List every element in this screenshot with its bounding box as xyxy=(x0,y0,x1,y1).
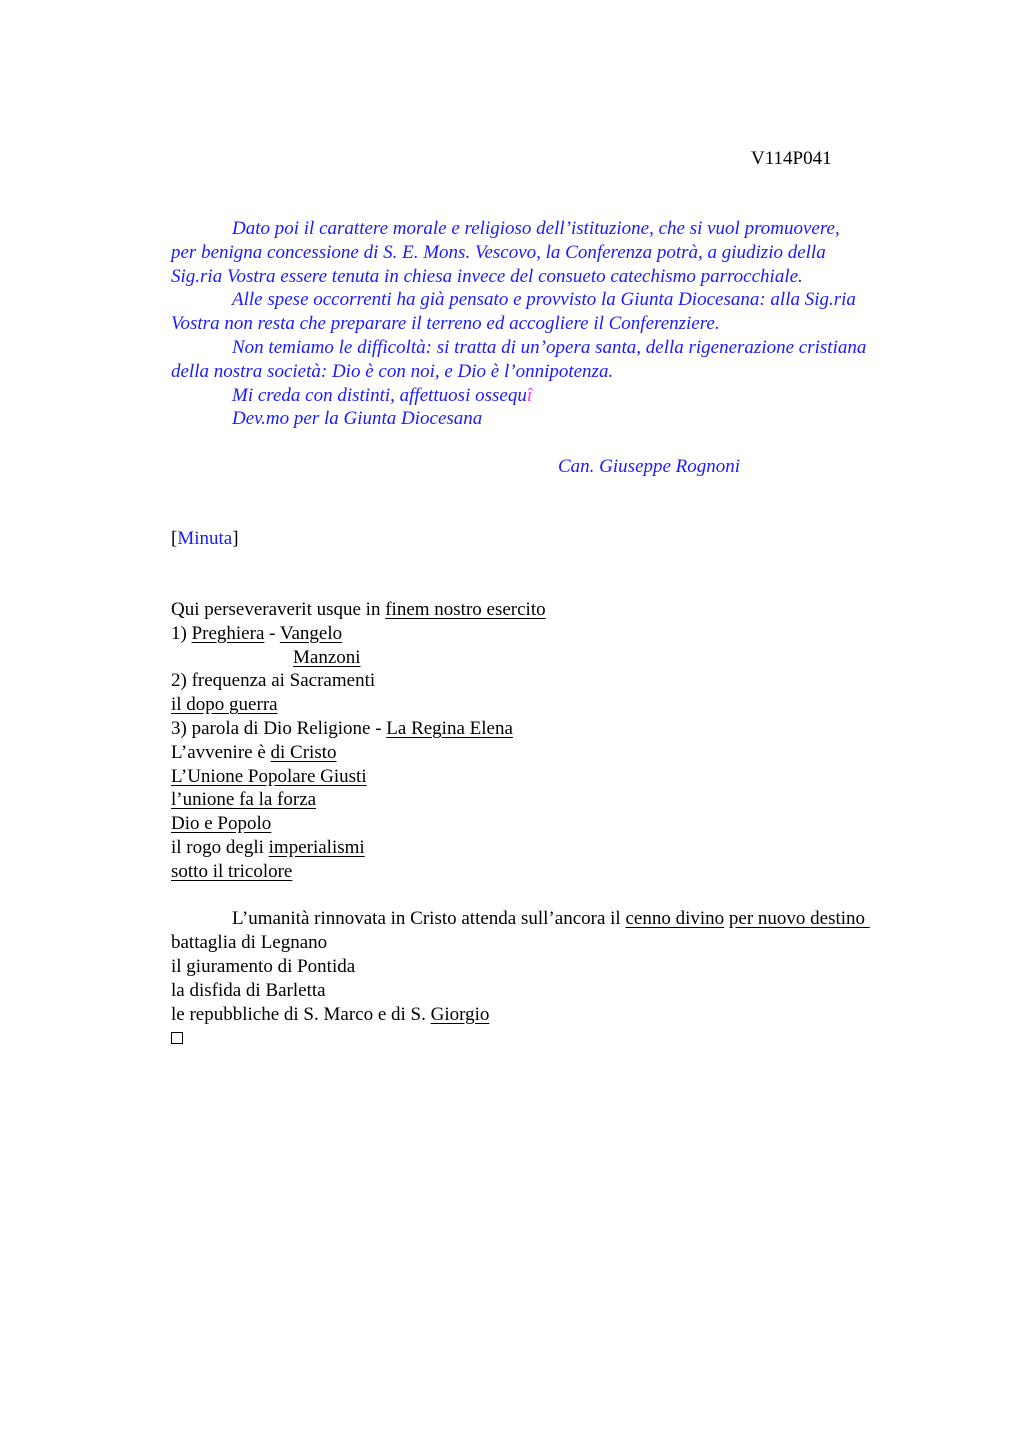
note-line xyxy=(171,598,941,622)
closing-text: Mi creda con distinti, affettuosi ossequ xyxy=(232,384,527,406)
note-line xyxy=(171,788,941,812)
letter-line: Vostra non resta che preparare il terreno ed accogliere il Conferenziere. xyxy=(171,313,720,335)
letter-body xyxy=(171,217,941,479)
note-underlined: sotto il tricolore xyxy=(171,860,293,882)
minuta-label: Minuta xyxy=(177,528,233,549)
note-text: 1) xyxy=(171,622,192,644)
letter-line: della nostra società: Dio è con noi, e Dio è l’onnipotenza. xyxy=(171,360,614,382)
note-underlined: L’Unione Popolare Giusti xyxy=(171,765,367,787)
note-underlined: il dopo guerra xyxy=(171,694,278,716)
note-line xyxy=(171,765,941,789)
note-underlined: Dio e Popolo xyxy=(171,813,272,835)
blank-line xyxy=(171,431,941,455)
note-line xyxy=(171,860,941,884)
letter-line: Alle spese occorrenti ha già pensato e provvisto la Giunta Diocesana: alla Sig.ria xyxy=(232,289,856,311)
closing-correction: î xyxy=(526,384,533,406)
bracket-open: [ xyxy=(171,528,178,549)
note-text: 3) parola di Dio Religione - xyxy=(171,717,387,739)
note-line: 2) frequenza ai Sacramenti xyxy=(171,670,376,692)
minuta-heading xyxy=(171,527,941,551)
notes-block xyxy=(171,598,941,1050)
note-line xyxy=(171,622,941,646)
note-text: - xyxy=(264,622,280,644)
letter-line: Dato poi il carattere morale e religioso dell’istituzione, che si vuol promuovere, xyxy=(232,218,840,239)
note-line xyxy=(171,1026,941,1050)
note-line xyxy=(171,836,941,860)
note-text: Qui perseveraverit usque in xyxy=(171,599,386,620)
note-underlined: Vangelo xyxy=(279,622,343,644)
note-underlined: l’unione fa la forza xyxy=(171,789,317,811)
blank-line xyxy=(171,884,941,908)
note-underlined: di Cristo xyxy=(270,741,337,763)
letter-line: per benigna concessione di S. E. Mons. Vescovo, la Conferenza potrà, a giudizio della xyxy=(171,241,826,263)
letter-devmo: Dev.mo per la Giunta Diocesana xyxy=(232,408,483,430)
note-underlined: Preghiera xyxy=(191,622,265,644)
note-underlined: Giorgio xyxy=(430,1003,490,1025)
note-line xyxy=(171,1003,941,1027)
note-line: il giuramento di Pontida xyxy=(171,955,356,977)
square-box-icon xyxy=(171,1032,183,1044)
note-line xyxy=(171,646,941,670)
note-underlined: imperialismi xyxy=(268,836,365,858)
note-text: L’umanità rinnovata in Cristo attenda sull’ancora il xyxy=(232,908,626,930)
note-underlined: La Regina Elena xyxy=(386,717,513,739)
note-text: il rogo degli xyxy=(171,836,269,858)
note-line xyxy=(171,812,941,836)
note-underlined: cenno divino xyxy=(625,908,725,930)
letter-signature: Can. Giuseppe Rognoni xyxy=(558,455,741,477)
note-line xyxy=(171,717,941,741)
note-line xyxy=(171,693,941,717)
note-line: battaglia di Legnano xyxy=(171,932,328,954)
document-reference: V114P041 xyxy=(751,148,832,169)
letter-line: Non temiamo le difficoltà: si tratta di un’opera santa, della rigenerazione cristiana xyxy=(232,336,867,358)
note-text: le repubbliche di S. Marco e di S. xyxy=(171,1003,431,1025)
letter-line: Sig.ria Vostra essere tenuta in chiesa invece del consueto catechismo parrocchiale. xyxy=(171,265,803,287)
note-underlined: per nuovo destino xyxy=(728,908,870,930)
note-text: L’avvenire è xyxy=(171,741,271,763)
bracket-close: ] xyxy=(232,528,239,549)
note-underlined: finem nostro esercito xyxy=(385,599,546,620)
note-line: la disfida di Barletta xyxy=(171,979,326,1001)
note-line xyxy=(171,741,941,765)
letter-closing xyxy=(171,384,941,408)
note-underlined: Manzoni xyxy=(293,646,361,668)
note-paragraph xyxy=(171,907,941,931)
